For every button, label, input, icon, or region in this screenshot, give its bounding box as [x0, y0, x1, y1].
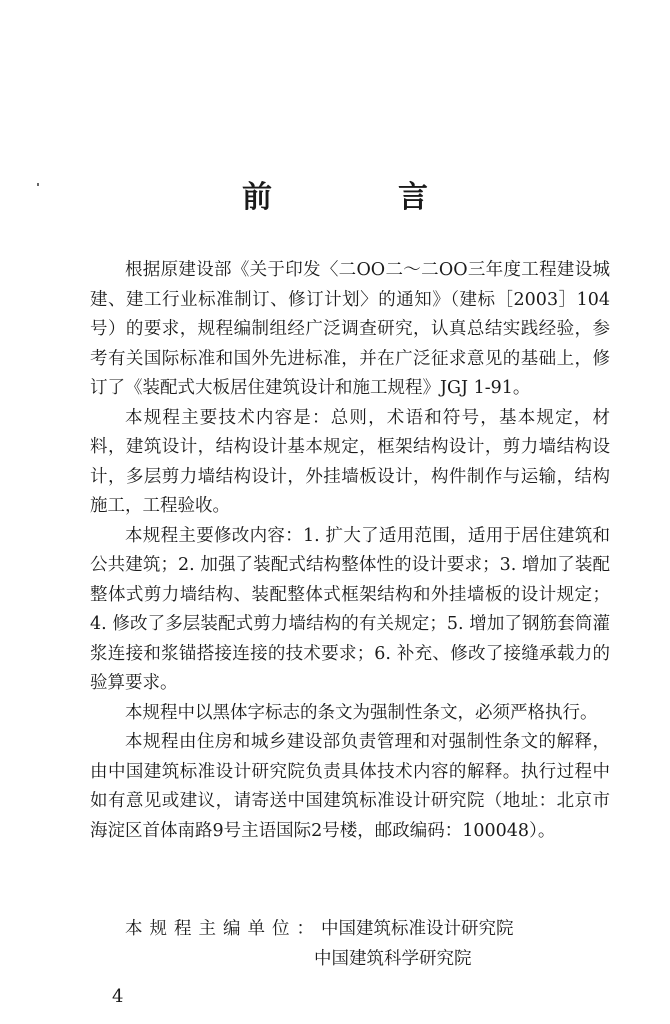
chief-editor-1: 中国建筑标准设计研究院	[321, 919, 514, 939]
chief-editor-label: 本规程主编单位：	[125, 919, 321, 939]
page-number: 4	[112, 986, 124, 1007]
chief-editor-row	[125, 915, 514, 945]
chief-editor-row-2	[314, 945, 472, 975]
page-title: 前 言	[242, 180, 476, 215]
body-text	[90, 256, 610, 846]
paragraph-administration: 本规程由住房和城乡建设部负责管理和对强制性条文的解释，由中国建筑标准设计研究院负责具体技术内容的解释。执行过程中如有意见或建议，请寄送中国建筑标准设计研究院（地址：北京市海淀区首体南路9号主语国际2号楼，邮政编码：100048）。	[90, 732, 610, 841]
paragraph-background: 根据原建设部《关于印发〈二OO二～二OO三年度工程建设城建、建工行业标准制订、修订计划〉的通知》（建标［2003］104号）的要求，规程编制组经广泛调查研究，认真总结实践经验，参考有关国际标准和国外先进标准，并在广泛征求意见的基础上，修订了《装配式大板居住建筑设计和施工规程》JGJ 1-91。	[90, 260, 610, 398]
paragraph-main-revisions: 本规程主要修改内容：1. 扩大了适用范围，适用于居住建筑和公共建筑；2. 加强了装配式结构整体性的设计要求；3. 增加了装配整体式剪力墙结构、装配整体式框架结构和外挂墙板的设计规定；4. 修改了多层装配式剪力墙结构的有关规定；5. 增加了钢筋套筒灌浆连接和浆锚搭接连接的技术要求；6. 补充、修改了接缝承载力的验算要求。	[90, 525, 610, 693]
paragraph-mandatory-provisions: 本规程中以黑体字标志的条文为强制性条文，必须严格执行。	[125, 702, 598, 723]
paragraph-main-contents: 本规程主要技术内容是：总则，术语和符号，基本规定，材料，建筑设计，结构设计基本规定，框架结构设计，剪力墙结构设计，多层剪力墙结构设计，外挂墙板设计，构件制作与运输，结构施工，工程验收。	[90, 407, 610, 516]
chief-editor-2: 中国建筑科学研究院	[314, 949, 472, 969]
